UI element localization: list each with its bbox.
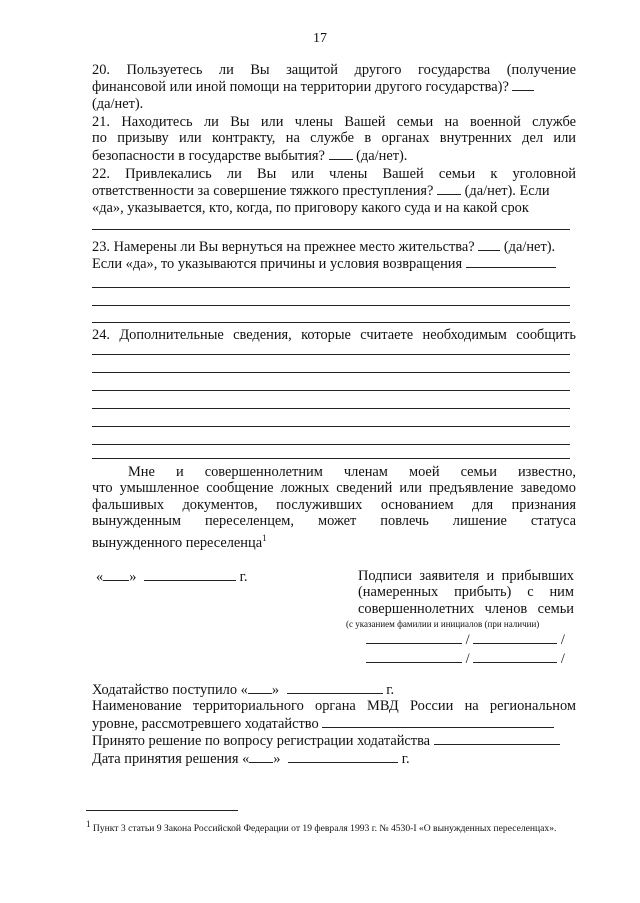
office-line-5: Дата принятия решения « » г. <box>92 750 410 767</box>
received-month-blank[interactable] <box>287 681 383 694</box>
q24-answer-line-2[interactable] <box>92 372 570 373</box>
signatures-line-1: Подписи заявителя и прибывших <box>358 568 574 584</box>
signatures-note: (с указанием фамилии и инициалов (при наличии) <box>346 619 540 629</box>
q20-answer-blank[interactable] <box>512 78 534 91</box>
office-line-2: Наименование территориального органа МВД России на региональном <box>92 698 576 715</box>
statement-paragraph <box>92 464 576 551</box>
signature-row-1: / / <box>366 631 565 648</box>
decision-blank[interactable] <box>434 732 560 745</box>
date-day-blank[interactable] <box>103 568 129 581</box>
q22-line-1: 22. Привлекались ли Вы или члены Вашей семьи к уголовной <box>92 166 576 182</box>
q24-line-1: 24. Дополнительные сведения, которые считаете необходимым сообщить <box>92 327 576 343</box>
signatures-line-2: (намеренных прибыть) с ним <box>358 584 574 601</box>
statement-line-1: Мне и совершеннолетним членам моей семьи известно, <box>128 464 576 480</box>
footnote <box>86 818 576 835</box>
office-line-3: уровне, рассмотревшего ходатайство <box>92 715 576 732</box>
signature-2-blank[interactable] <box>366 650 462 663</box>
question-21 <box>92 114 576 164</box>
q24-answer-line-5[interactable] <box>92 426 570 427</box>
q23-reason-blank[interactable] <box>466 255 556 268</box>
page-number: 17 <box>313 31 327 46</box>
footnote-mark: 1 <box>86 819 91 829</box>
question-20 <box>92 62 576 112</box>
statement-line-2: что умышленное сообщение ложных сведений или предъявление заведомо <box>92 480 576 497</box>
q24-answer-line-1[interactable] <box>92 354 570 355</box>
statement-line-3: фальшивых документов, послуживших основанием для признания <box>92 496 576 513</box>
question-23 <box>92 238 576 273</box>
q24-answer-line-4[interactable] <box>92 408 570 409</box>
signatures-block <box>358 568 574 617</box>
q23-answer-blank[interactable] <box>478 238 500 251</box>
q23-answer-line-3[interactable] <box>92 322 570 323</box>
signature-2-name-blank[interactable] <box>473 650 557 663</box>
signatures-line-3: совершеннолетних членов семьи <box>358 600 574 617</box>
q20-line-1: 20. Пользуетесь ли Вы защитой другого государства (получение <box>92 62 576 78</box>
question-22 <box>92 166 576 216</box>
q23-answer-line-1[interactable] <box>92 287 570 288</box>
footnote-text: Пункт 3 статьи 9 Закона Российской Федерации от 19 февраля 1993 г. № 4530-I «О вынужденных переселенцах». <box>92 823 557 835</box>
q20-line-3: (да/нет). <box>92 95 144 112</box>
footnote-separator <box>86 810 238 811</box>
signature-row-2: / / <box>366 650 565 667</box>
q23-answer-line-2[interactable] <box>92 305 570 306</box>
q23-line-2: Если «да», то указываются причины и условия возвращения <box>92 255 576 272</box>
q21-answer-blank[interactable] <box>329 147 353 160</box>
decision-month-blank[interactable] <box>288 750 398 763</box>
office-name-blank[interactable] <box>322 715 554 728</box>
office-block <box>92 681 576 767</box>
decision-day-blank[interactable] <box>249 750 273 763</box>
signature-1-blank[interactable] <box>366 631 462 644</box>
footnote-reference: 1 <box>262 532 267 543</box>
q21-line-1: 21. Находитесь ли Вы или члены Вашей семьи на военной службе <box>92 114 576 130</box>
date-month-blank[interactable] <box>144 568 236 581</box>
office-received-line: Ходатайство поступило « » г. <box>92 682 395 698</box>
q24-answer-line-6[interactable] <box>92 444 570 445</box>
q22-line-3: «да», указывается, кто, когда, по приговору какого суда и на какой срок <box>92 199 529 216</box>
statement-line-5: вынужденного переселенца$^1$ <box>92 532 267 551</box>
q22-answer-line[interactable] <box>92 229 570 230</box>
q21-line-2: по призыву или контракту, на службе в органах внутренних дел или <box>92 130 576 147</box>
q21-line-3: безопасности в государстве выбытия? (да/нет). <box>92 147 408 164</box>
q20-line-2: финансовой или иной помощи на территории другого государства)? <box>92 78 576 95</box>
question-24 <box>92 327 576 343</box>
received-day-blank[interactable] <box>248 681 272 694</box>
application-date: « » г. <box>96 569 248 585</box>
q22-line-2: ответственности за совершение тяжкого преступления? (да/нет). Если <box>92 183 550 200</box>
signature-1-name-blank[interactable] <box>473 631 557 644</box>
q24-answer-line-3[interactable] <box>92 390 570 391</box>
office-line-4: Принято решение по вопросу регистрации ходатайства <box>92 732 576 749</box>
q22-answer-blank[interactable] <box>437 182 461 195</box>
q23-line-1: 23. Намерены ли Вы вернуться на прежнее место жительства? (да/нет). <box>92 239 556 255</box>
q24-answer-line-7[interactable] <box>92 458 570 459</box>
statement-line-4: вынужденным переселенцем, может повлечь лишение статуса <box>92 513 576 530</box>
